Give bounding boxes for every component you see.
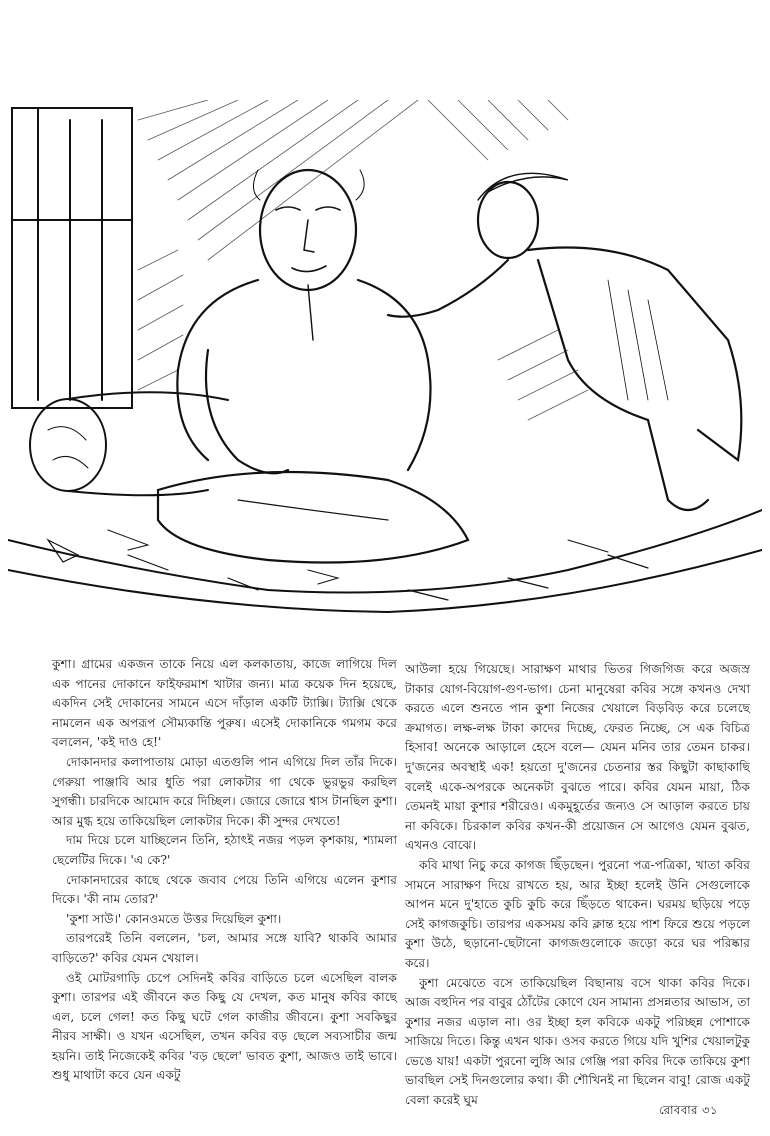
paragraph: দোকানদার কলাপাতায় মোড়া এতগুলি পান এগিয়ে দিল তাঁর দিকে। গেরুয়া পাঞ্জাবি আর ধুতি পরা লোকটার গা থেকে ভুরভুর করছিল সুগন্ধী। চারদিকে আমোদ করে দিচ্ছিল। জোরে জোরে শ্বাস টানছিল কুশা। আর মুগ্ধ হয়ে তাকিয়েছিল লোকটার দিকে। কী সুন্দর দেখতে!	[52, 754, 397, 828]
standing-figure	[388, 173, 741, 510]
paragraph: দাম দিয়ে চলে যাচ্ছিলেন তিনি, হঠাৎই নজর পড়ল কৃশকায়, শ্যামলা ছেলেটির দিকে। 'এ কে?'	[52, 833, 397, 867]
window-drawing	[12, 108, 132, 408]
page-folio: রোববার ৩১	[659, 1103, 718, 1117]
paragraph: কুশা। গ্রামের একজন তাকে নিয়ে এল কলকাতায়, কাজে লাগিয়ে দিল এক পানের দোকানে ফাইফরমাশ খাটার জন্য। মাত্র কয়েক দিন হয়েছে, একদিন সেই দোকানের সামনে এসে দাঁড়াল একটি ট্যাক্সি। ট্যাক্সি থেকে নামলেন এক অপরূপ সৌম্যকান্তি পুরুষ। এসেই দোকানিকে গমগম করে বললেন, 'কই দাও হে!'	[52, 657, 397, 750]
paragraph: কবি মাথা নিচু করে কাগজ ছিঁড়ছেন। পুরনো পত্র-পত্রিকা, খাতা কবির সামনে সারাক্ষণ দিয়ে রাখতে হয়, আর ইচ্ছা হলেই উনি সেগুলোকে আপন মনে দু'হাতে কুচি কুচি করে ছিঁড়তে থাকেন। ঘরময় ছড়িয়ে পড়ে সেই কাগজকুচি। তারপর একসময় কবি ক্লান্ত হয়ে পাশ ফিরে শুয়ে পড়লে কুশা উঠে, ছড়ানো-ছেটানো কাগজগুলোকে জড়ো করে ঘর পরিষ্কার করে।	[405, 857, 750, 970]
bed	[8, 510, 762, 612]
paragraph: কুশা মেঝেতে বসে তাকিয়েছিল বিছানায় বসে থাকা কবির দিকে। আজ বহুদিন পর বাবুর ঠোঁটের কোণে যেন সামান্য প্রসন্নতার আভাস, তা কুশার নজর এড়াল না। ওর ইচ্ছা হল কবিকে একটু পরিচ্ছন্ন পোশাকে সাজিয়ে দিতে। কিন্তু এখন থাক। ওসব করতে গিয়ে যদি খুশির খেয়ালটুকু ভেঙে যায়! একটা পুরনো লুঙ্গি আর গেঞ্জি পরা কবির দিকে তাকিয়ে কুশা ভাবছিল সেই দিনগুলোর কথা। কী শৌখিনই না ছিলেন বাবু! রোজ একটু বেলা করেই ঘুম	[405, 975, 750, 1108]
paragraph: তারপরেই তিনি বললেন, 'চল, আমার সঙ্গে যাবি? থাকবি আমার বাড়িতে?' কবির যেমন খেয়াল।	[52, 931, 397, 965]
paragraph: ওই মোটরগাড়ি চেপে সেদিনই কবির বাড়িতে চলে এসেছিল বালক কুশা। তারপর এই জীবনে কত কিছু যে দেখল, কত মানুষ কবির কাছে এল, চলে গেল! কত কিছু ঘটে গেল কাজীর জীবনে। কুশা সবকিছুর নীরব সাক্ষী। ও যখন এসেছিল, তখন কবির বড় ছেলে সব্যসাচীর জন্ম হয়নি। তাই নিজেকেই কবির 'বড় ছেলে' ভাবত কুশা, আজও তাই ভাবে। শুধু মাথাটা কবে যেন একটু	[52, 970, 397, 1083]
paragraph: 'কুশা সাউ।' কোনওমতে উত্তর দিয়েছিল কুশা।	[66, 911, 282, 926]
illustration	[8, 100, 762, 620]
left-text-column	[52, 655, 397, 1086]
paragraph: দোকানদারের কাছে থেকে জবাব পেয়ে তিনি এগিয়ে এলেন কুশার দিকে। 'কী নাম তোর?'	[52, 872, 397, 907]
seated-poet-figure	[158, 170, 468, 563]
paragraph: আউলা হয়ে গিয়েছে। সারাক্ষণ মাথার ভিতর গিজগিজ করে অজস্র টাকার যোগ-বিয়োগ-গুণ-ভাগ। চেনা মানুষেরা কবির সঙ্গে কখনও দেখা করতে এলে শুনতে পান কুশা নিজের খেয়ালে বিড়বিড় করে চলেছে ক্রমাগত। লক্ষ-লক্ষ টাকা কাদের দিচ্ছে, ফেরত নিচ্ছে, সে এক বিচিত্র হিসাব! অনেকে আড়ালে হেসে বলে— যেমন মনিব তার তেমন চাকর। দু'জনের অবস্থাই এক! হয়তো দু'জনের চেতনার স্তর কিছুটা কাছাকাছি বলেই একে-অপরকে অনেকটা বুঝতে পারে। কবির যেমন মায়া, ঠিক তেমনই মায়া কুশার শরীরেও। একমুহূর্তের জন্যও সে আড়াল করতে চায় না কবিকে। চিরকাল কবির কখন-কী প্রয়োজন সে আগেও যেমন বুঝত, এখনও বোঝে।	[405, 662, 750, 853]
right-text-column	[405, 660, 750, 1111]
